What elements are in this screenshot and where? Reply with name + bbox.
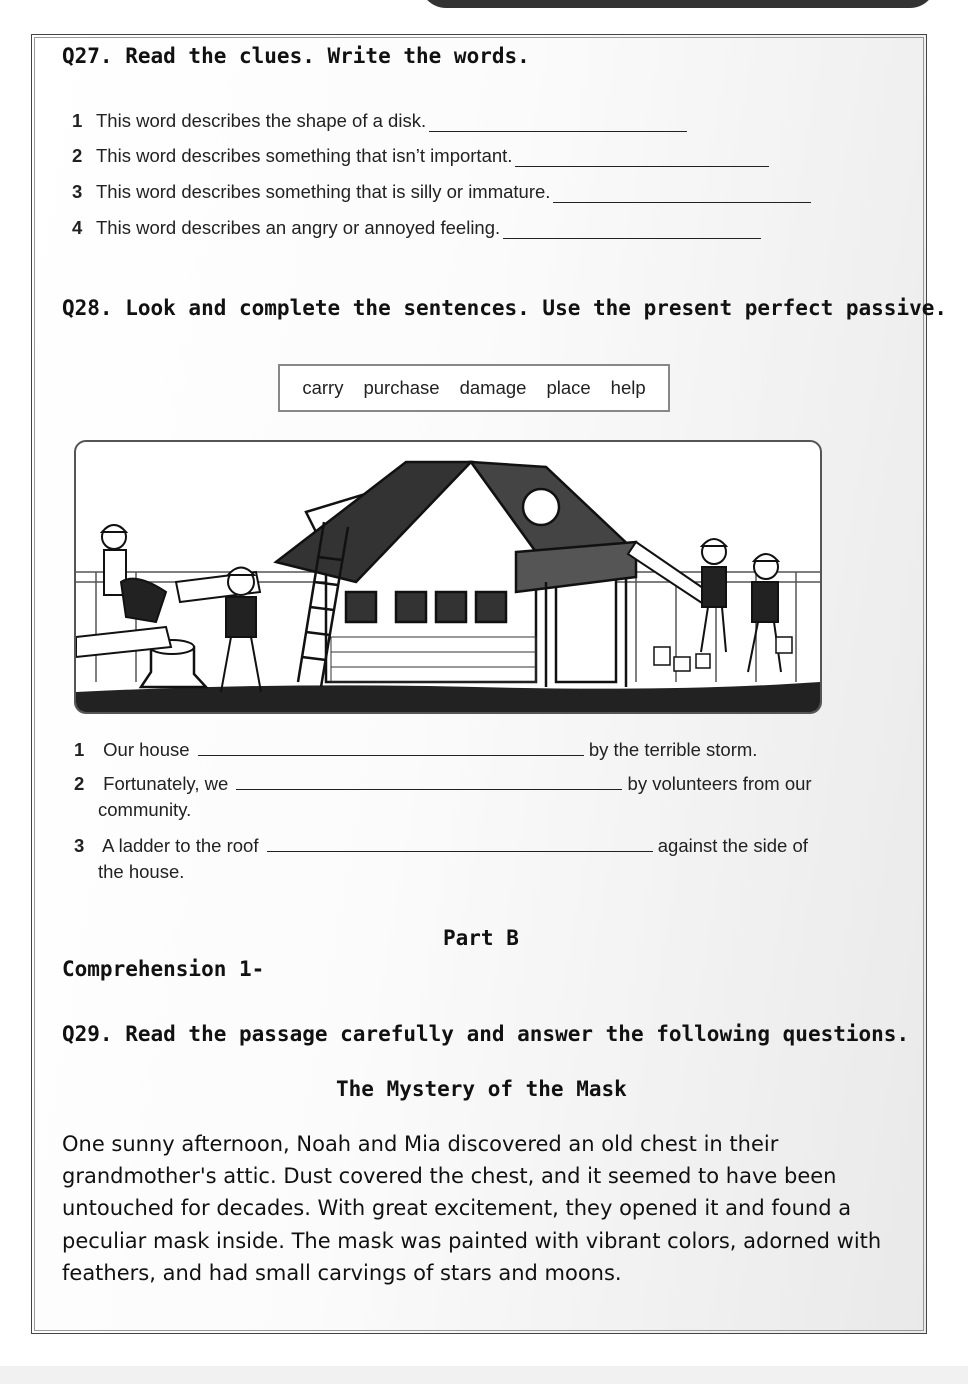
answer-blank-3[interactable] [553, 184, 811, 203]
clue-number: 1 [72, 110, 83, 131]
q28-heading: Q28. Look and complete the sentences. Use the present perfect passive. [62, 296, 948, 320]
clue-text: This word describes the shape of a disk. [96, 110, 427, 131]
q28-sentence-1 [74, 737, 757, 761]
bottom-strip [0, 1366, 968, 1384]
house-repair-illustration [74, 440, 822, 714]
passage-line: untouched for decades. With great excitement, they opened it and found a [62, 1196, 852, 1221]
sentence-blank-1[interactable] [198, 737, 584, 756]
q28-sentence-2-cont: community. [98, 799, 192, 820]
clue-text: This word describes something that isn’t important. [96, 145, 513, 166]
q28-sentence-3-cont: the house. [98, 861, 185, 882]
device-top-bar [420, 0, 936, 8]
sentence-number: 2 [74, 773, 85, 794]
worker-3 [701, 539, 726, 652]
house-repair-drawing [76, 442, 820, 712]
passage-body [62, 1128, 902, 1289]
passage-line: peculiar mask inside. The mask was painted with vibrant colors, adorned with [62, 1228, 882, 1253]
q27-clue-2 [72, 145, 769, 167]
passage-title: The Mystery of the Mask [336, 1077, 627, 1101]
clue-number: 4 [72, 217, 83, 238]
word-carry: carry [302, 377, 344, 398]
answer-blank-2[interactable] [515, 148, 769, 167]
q29-heading: Q29. Read the passage carefully and answer the following questions. [62, 1022, 910, 1046]
word-help: help [610, 377, 646, 398]
clue-text: This word describes something that is silly or immature. [96, 181, 551, 202]
q27-clue-1 [72, 110, 687, 132]
sentence-end: by volunteers from our [627, 773, 812, 794]
sentence-start: Our house [103, 739, 190, 760]
sentence-end: by the terrible storm. [588, 739, 758, 760]
q27-clue-4 [72, 217, 761, 239]
passage-line: One sunny afternoon, Noah and Mia discovered an old chest in their [62, 1132, 779, 1156]
word-box [278, 364, 670, 412]
passage-line: feathers, and had small carvings of stars and moons. [62, 1260, 622, 1285]
passage-line: grandmother's attic. Dust covered the chest, and it seemed to have been [62, 1164, 837, 1189]
word-place: place [546, 377, 591, 398]
comprehension-label: Comprehension 1- [62, 957, 265, 981]
word-damage: damage [459, 377, 527, 398]
q28-sentence-3 [74, 833, 808, 857]
sentence-blank-2[interactable] [236, 771, 622, 790]
answer-blank-4[interactable] [503, 220, 761, 239]
sentence-end: against the side of [657, 835, 808, 856]
sentence-start: Fortunately, we [103, 773, 229, 794]
word-purchase: purchase [363, 377, 440, 398]
q27-clue-3 [72, 181, 811, 203]
sentence-number: 3 [74, 835, 85, 856]
part-b-title: Part B [443, 926, 519, 950]
clue-number: 3 [72, 181, 83, 202]
q28-sentence-2 [74, 771, 812, 795]
clue-number: 2 [72, 145, 83, 166]
sentence-blank-3[interactable] [267, 833, 653, 852]
clue-text: This word describes an angry or annoyed feeling. [96, 217, 501, 238]
answer-blank-1[interactable] [429, 113, 687, 132]
sentence-start: A ladder to the roof [102, 835, 259, 856]
worker-1 [102, 525, 166, 622]
q27-heading: Q27. Read the clues. Write the words. [62, 44, 530, 68]
sentence-number: 1 [74, 739, 85, 760]
